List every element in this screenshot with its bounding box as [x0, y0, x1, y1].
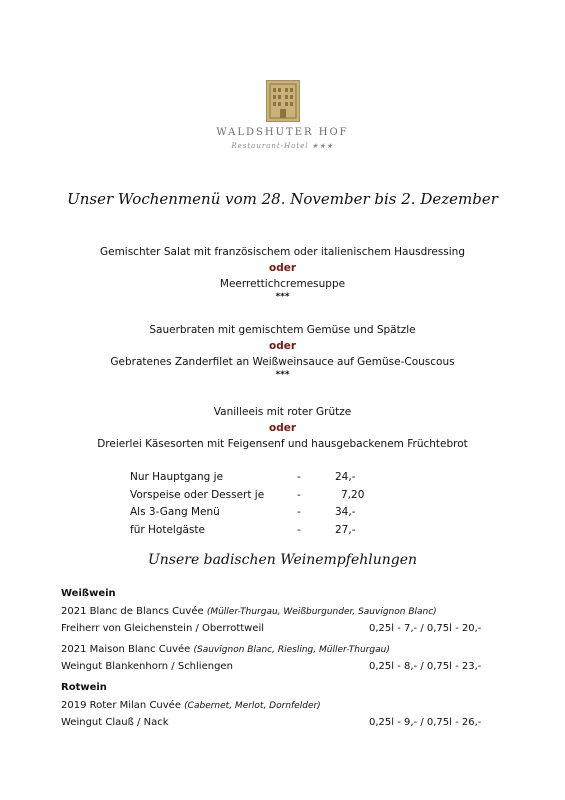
menu-line: Sauerbraten mit gemischtem Gemüse und Spätzle — [149, 324, 416, 336]
white-wine-heading: Weißwein — [61, 588, 116, 599]
wine-name: 2021 Blanc de Blancs Cuvée — [61, 606, 204, 617]
menu-line: Dreierlei Käsesorten mit Feigensenf und hausgebackenem Früchtebrot — [97, 438, 468, 450]
price-label: für Hotelgäste — [130, 523, 205, 536]
wine-name-line — [61, 603, 521, 620]
wine-list — [61, 585, 521, 731]
wine-producer: Freiherr von Gleichenstein / Oberrottweil — [61, 623, 265, 634]
wine-producer: Weingut Clauß / Nack — [61, 717, 169, 728]
wine-grapes: (Müller-Thurgau, Weißburgunder, Sauvignon Blanc) — [206, 607, 437, 617]
menu-line: Meerrettichcremesuppe — [219, 278, 346, 290]
course-divider: *** — [275, 370, 290, 380]
or-separator: oder — [268, 422, 297, 434]
price-value: 24,- — [335, 471, 356, 483]
price-label: Vorspeise oder Dessert je — [130, 488, 265, 501]
wine-name-line — [61, 697, 521, 714]
starter-course — [0, 244, 565, 302]
wine-grapes: (Sauvignon Blanc, Riesling, Müller-Thurgau) — [193, 645, 390, 655]
wine-name: 2021 Maison Blanc Cuvée — [61, 644, 191, 655]
wine-name: 2019 Roter Milan Cuvée — [61, 700, 181, 711]
wine-price: 0,25l - 7,- / 0,75l - 20,- — [369, 623, 482, 634]
wine-grapes: (Cabernet, Merlot, Dornfelder) — [184, 701, 321, 711]
hotel-logo — [266, 80, 300, 122]
or-separator: oder — [268, 340, 297, 352]
wine-producer-line — [61, 620, 521, 637]
or-separator: oder — [268, 262, 297, 274]
dessert-course — [0, 404, 565, 452]
price-dash: - — [297, 488, 301, 501]
wine-price: 0,25l - 8,- / 0,75l - 23,- — [369, 661, 482, 672]
hotel-subtitle: Restaurant-Hotel ★★★ — [231, 142, 334, 150]
price-value: 7,20 — [341, 488, 365, 501]
price-value: 27,- — [335, 523, 356, 536]
wine-section-title: Unsere badischen Weinempfehlungen — [147, 552, 418, 568]
menu-line: Vanilleeis mit roter Grütze — [213, 406, 352, 418]
wine-producer-line — [61, 714, 521, 731]
hotel-name: WALDSHUTER HOF — [216, 127, 349, 138]
price-dash: - — [297, 523, 301, 536]
wine-producer-line — [61, 658, 521, 675]
price-label: Nur Hauptgang je — [130, 471, 224, 483]
page-title: Unser Wochenmenü vom 28. November bis 2. Dezember — [67, 190, 498, 208]
menu-line: Gemischter Salat mit französischem oder italienischem Hausdressing — [99, 246, 466, 258]
main-course — [0, 322, 565, 380]
menu-line: Gebratenes Zanderfilet an Weißweinsauce auf Gemüse-Couscous — [110, 356, 455, 368]
course-divider: *** — [275, 292, 290, 302]
price-dash: - — [297, 471, 301, 483]
price-label: Als 3-Gang Menü — [130, 506, 220, 518]
price-value: 34,- — [335, 506, 356, 518]
red-wine-heading: Rotwein — [61, 682, 107, 693]
wine-producer: Weingut Blankenhorn / Schliengen — [61, 661, 233, 672]
price-dash: - — [297, 506, 301, 518]
wine-name-line — [61, 641, 521, 658]
wine-price: 0,25l - 9,- / 0,75l - 26,- — [369, 717, 482, 728]
